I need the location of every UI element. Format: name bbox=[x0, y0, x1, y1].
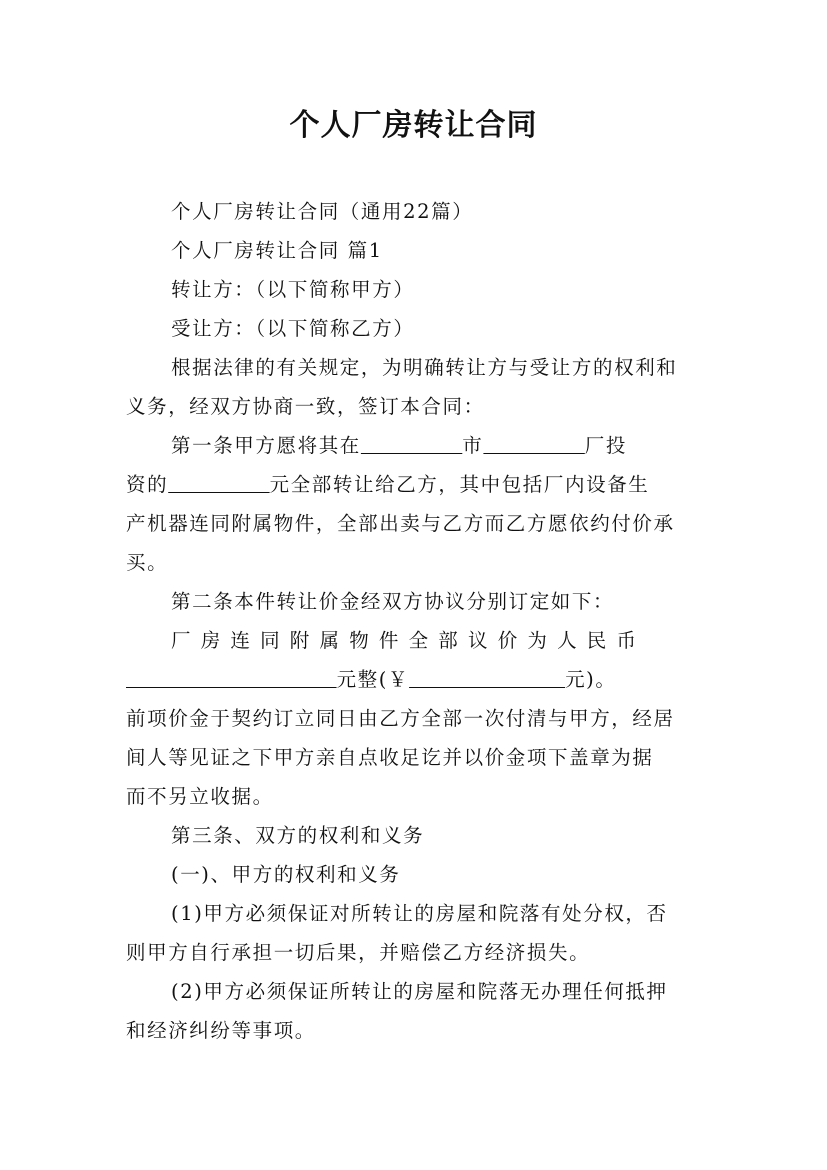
fill-blank-city bbox=[361, 434, 462, 457]
article-1-line bbox=[126, 426, 706, 465]
section-heading: 个人厂房转让合同 篇1 bbox=[171, 239, 383, 262]
clause-line: (2)甲方必须保证所转让的房屋和院落无办理任何抵押 bbox=[171, 980, 668, 1003]
text-span: 市 bbox=[462, 434, 484, 457]
text-span: 元全部转让给乙方，其中包括厂内设备生 bbox=[269, 473, 650, 496]
article-1-line bbox=[126, 465, 706, 504]
text-span: 资的 bbox=[126, 473, 169, 496]
document-body bbox=[126, 192, 706, 1050]
article-2-line: 而不另立收据。 bbox=[126, 785, 274, 808]
text-span: 元整(￥ bbox=[336, 668, 410, 691]
subsection-heading: (一)、甲方的权利和义务 bbox=[171, 863, 401, 886]
transferor-line: 转让方：（以下简称甲方） bbox=[171, 278, 415, 301]
fill-blank-price-number bbox=[409, 668, 565, 691]
fill-blank-amount bbox=[168, 473, 269, 496]
document-title: 个人厂房转让合同 bbox=[289, 108, 538, 143]
fill-blank-price-words bbox=[126, 668, 337, 691]
fill-blank-factory bbox=[483, 434, 584, 457]
article-2-line: 间人等见证之下甲方亲自点收足讫并以价金项下盖章为据 bbox=[126, 746, 654, 769]
transferee-line: 受让方：（以下简称乙方） bbox=[171, 317, 415, 340]
text-span: 元)。 bbox=[565, 668, 617, 691]
clause-line: 和经济纠纷等事项。 bbox=[126, 1019, 316, 1042]
paragraph-line: 根据法律的有关规定，为明确转让方与受让方的权利和 bbox=[171, 356, 678, 379]
text-span: 第一条甲方愿将其在 bbox=[171, 434, 361, 457]
article-3-heading: 第三条、双方的权利和义务 bbox=[171, 824, 425, 847]
article-2-line bbox=[126, 660, 706, 699]
article-2-line: 厂房连同附属物件全部议价为人民币 bbox=[171, 629, 647, 652]
clause-line: (1)甲方必须保证对所转让的房屋和院落有处分权，否 bbox=[171, 902, 668, 925]
article-1-line: 买。 bbox=[126, 551, 169, 574]
article-2-line: 前项价金于契约订立同日由乙方全部一次付清与甲方，经居 bbox=[126, 707, 675, 730]
text-span: 厂投 bbox=[584, 434, 627, 457]
clause-line: 则甲方自行承担一切后果，并赔偿乙方经济损失。 bbox=[126, 941, 591, 964]
subtitle-line: 个人厂房转让合同（通用22篇） bbox=[171, 200, 474, 223]
article-1-line: 产机器连同附属物件，全部出卖与乙方而乙方愿依约付价承 bbox=[126, 512, 675, 535]
article-2-line: 第二条本件转让价金经双方协议分别订定如下： bbox=[171, 590, 615, 613]
paragraph-line: 义务，经双方协商一致，签订本合同： bbox=[126, 395, 485, 418]
